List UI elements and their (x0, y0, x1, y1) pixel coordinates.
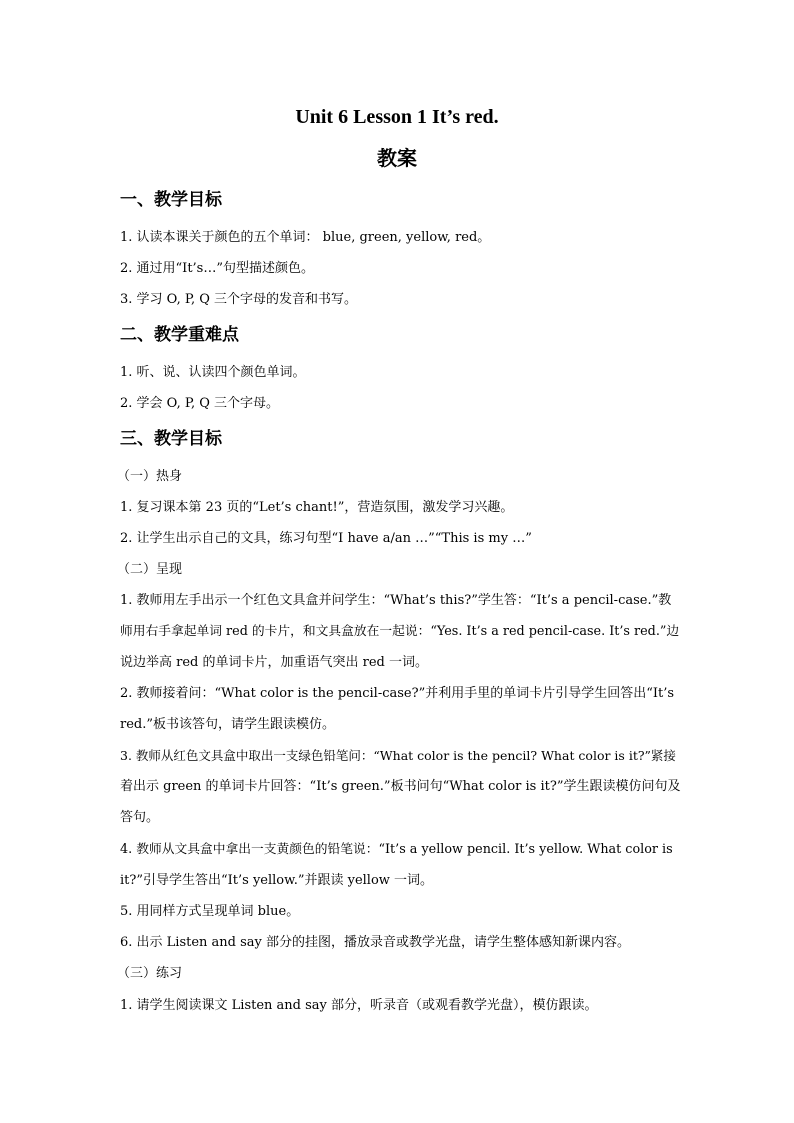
objective-item: 3. 学习 O, P, Q 三个字母的发音和书写。 (120, 292, 357, 307)
subsection-label-warmup: （一）热身 (117, 469, 183, 484)
presentation-line: 3. 教师从红色文具盒中取出一支绿色铅笔问：“What color is the pencil? What color is it?”紧接 (120, 748, 676, 763)
presentation-line: 答句。 (120, 810, 160, 825)
presentation-line: 1. 教师用左手出示一个红色文具盒并问学生：“What’s this?”学生答：“It’s a pencil-case.”教 (120, 593, 672, 608)
subsection-label-presentation: （二）呈现 (117, 562, 183, 577)
section-heading-procedure: 三、教学目标 (120, 429, 222, 449)
subsection-label-practice: （三）练习 (117, 966, 183, 981)
presentation-line: it?”引导学生答出“It’s yellow.”并跟读 yellow 一词。 (120, 873, 434, 888)
presentation-line: 4. 教师从文具盒中拿出一支黄颜色的铅笔说：“It’s a yellow pencil. It’s yellow. What color is (120, 842, 673, 857)
document-subtitle: 教案 (377, 146, 417, 170)
presentation-line: red.”板书该答句，请学生跟读模仿。 (120, 717, 336, 732)
practice-item: 1. 请学生阅读课文 Listen and say 部分，听录音（或观看教学光盘），模仿跟读。 (120, 998, 598, 1013)
presentation-line: 5. 用同样方式呈现单词 blue。 (120, 904, 300, 919)
key-point-item: 2. 学会 O, P, Q 三个字母。 (120, 396, 279, 411)
objective-item: 2. 通过用“It’s…”句型描述颜色。 (120, 261, 314, 276)
presentation-line: 6. 出示 Listen and say 部分的挂图，播放录音或教学光盘，请学生整体感知新课内容。 (120, 935, 631, 950)
document-title: Unit 6 Lesson 1 It’s red. (295, 106, 499, 128)
warmup-item: 1. 复习课本第 23 页的“Let’s chant!”，营造氛围，激发学习兴趣。 (120, 500, 514, 515)
presentation-line: 师用右手拿起单词 red 的卡片，和文具盒放在一起说：“Yes. It’s a red pencil-case. It’s red.”边 (120, 624, 680, 639)
warmup-item: 2. 让学生出示自己的文具，练习句型“I have a/an …”“This is my …” (120, 531, 532, 546)
section-heading-key-points: 二、教学重难点 (120, 325, 239, 345)
objective-item: 1. 认读本课关于颜色的五个单词： blue, green, yellow, red。 (120, 230, 491, 245)
key-point-item: 1. 听、说、认读四个颜色单词。 (120, 365, 306, 380)
section-heading-objectives: 一、教学目标 (120, 190, 222, 210)
presentation-line: 2. 教师接着问：“What color is the pencil-case?”并利用手里的单词卡片引导学生回答出“It’s (120, 686, 675, 701)
presentation-line: 说边举高 red 的单词卡片，加重语气突出 red 一词。 (120, 655, 428, 670)
presentation-line: 着出示 green 的单词卡片回答：“It’s green.”板书问句“What color is it?”学生跟读模仿问句及 (120, 779, 681, 794)
